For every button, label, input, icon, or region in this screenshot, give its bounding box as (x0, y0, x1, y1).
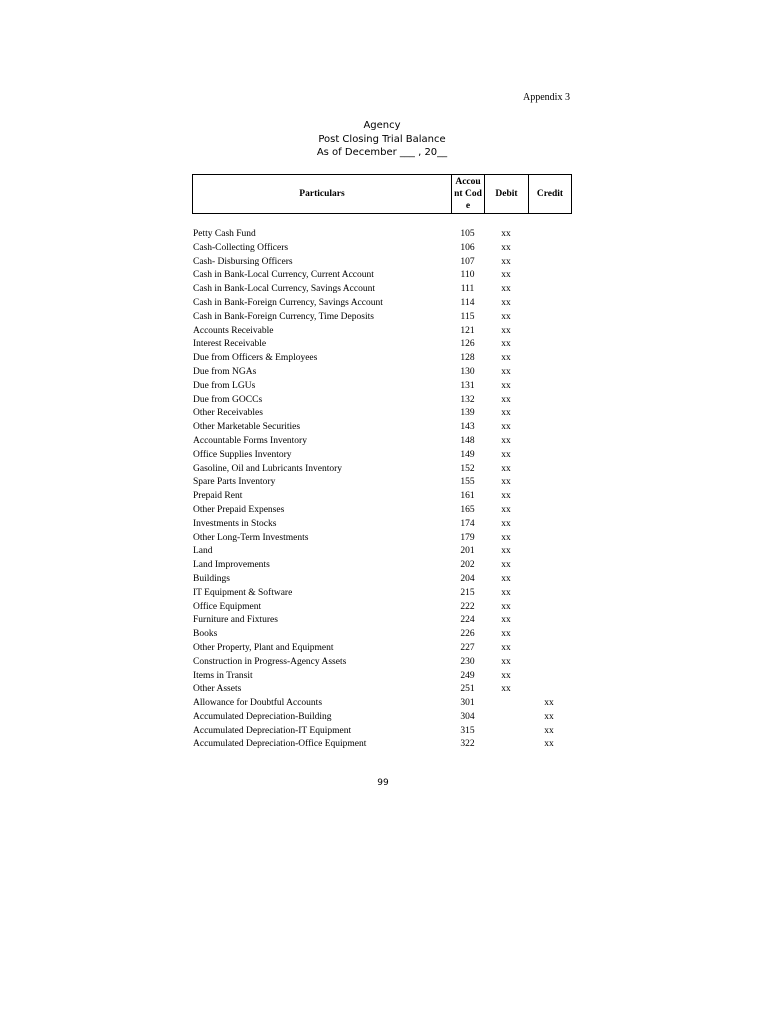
row-debit: xx (501, 380, 511, 391)
table-row (192, 366, 572, 380)
header-credit: Credit (536, 189, 564, 199)
row-account-code: 106 (460, 242, 475, 253)
row-particulars: Construction in Progress-Agency Assets (193, 656, 347, 667)
table-row (192, 587, 572, 601)
row-debit: xx (501, 408, 511, 419)
report-title-block (282, 119, 482, 160)
row-particulars: Other Long-Term Investments (193, 532, 309, 543)
row-debit: xx (501, 297, 511, 308)
row-account-code: 174 (460, 518, 475, 529)
table-row (192, 380, 572, 394)
table-row (192, 283, 572, 297)
row-debit: xx (501, 449, 511, 460)
row-debit: xx (501, 256, 511, 267)
row-particulars: Other Prepaid Expenses (193, 504, 285, 515)
table-row (192, 601, 572, 615)
row-particulars: Items in Transit (193, 670, 253, 681)
row-account-code: 322 (460, 739, 475, 750)
row-credit: xx (544, 711, 554, 722)
row-particulars: Investments in Stocks (193, 518, 277, 529)
row-particulars: Other Assets (193, 684, 242, 695)
page-number: 99 (377, 778, 389, 788)
row-account-code: 128 (460, 353, 475, 364)
row-debit: xx (501, 229, 511, 239)
row-account-code: 227 (460, 642, 475, 653)
row-debit: xx (501, 615, 511, 626)
row-debit: xx (501, 587, 511, 598)
row-particulars: Cash in Bank-Local Currency, Current Account (193, 270, 374, 281)
row-account-code: 215 (460, 587, 475, 598)
row-particulars: Gasoline, Oil and Lubricants Inventory (193, 463, 343, 474)
table-row (192, 352, 572, 366)
row-credit: xx (544, 739, 554, 750)
header-particulars: Particulars (193, 175, 452, 213)
row-account-code: 115 (460, 311, 475, 322)
row-particulars: Other Receivables (193, 408, 263, 419)
table-row (192, 725, 572, 739)
row-account-code: 139 (460, 408, 475, 419)
row-account-code: 121 (460, 325, 475, 336)
row-particulars: Other Marketable Securities (193, 422, 301, 433)
row-debit: xx (501, 491, 511, 502)
table-row (192, 407, 572, 421)
agency-name: Agency (363, 120, 401, 131)
row-account-code: 179 (460, 532, 475, 543)
row-debit: xx (501, 573, 511, 584)
row-particulars: Cash-Collecting Officers (193, 242, 289, 253)
table-body (192, 228, 572, 752)
row-account-code: 226 (460, 629, 475, 640)
row-particulars: Prepaid Rent (193, 491, 243, 502)
table-row (192, 545, 572, 559)
table-row (192, 614, 572, 628)
row-particulars: Allowance for Doubtful Accounts (193, 698, 323, 709)
row-particulars: Accumulated Depreciation-Building (193, 711, 332, 722)
table-row (192, 269, 572, 283)
row-account-code: 301 (460, 698, 475, 709)
row-account-code: 111 (460, 284, 475, 295)
table-row (192, 338, 572, 352)
row-account-code: 230 (460, 656, 475, 667)
table-row (192, 532, 572, 546)
row-debit: xx (501, 670, 511, 681)
row-account-code: 249 (460, 670, 475, 681)
row-debit: xx (501, 284, 511, 295)
row-account-code: 110 (460, 270, 475, 281)
row-particulars: Furniture and Fixtures (193, 615, 278, 626)
row-particulars: Accumulated Depreciation-Office Equipment (193, 739, 367, 750)
row-account-code: 222 (460, 601, 475, 612)
row-particulars: Office Equipment (193, 601, 262, 612)
row-particulars: Due from LGUs (193, 380, 256, 391)
table-row (192, 670, 572, 684)
header-debit: Debit (485, 175, 529, 213)
row-account-code: 126 (460, 339, 475, 350)
row-particulars: Land Improvements (193, 560, 270, 571)
row-debit: xx (501, 504, 511, 515)
table-row (192, 683, 572, 697)
row-account-code: 161 (460, 491, 475, 502)
report-title: Post Closing Trial Balance (318, 133, 446, 145)
row-account-code: 224 (460, 615, 475, 626)
row-particulars: Books (193, 629, 218, 640)
table-row (192, 504, 572, 518)
table-row (192, 228, 572, 242)
row-debit: xx (501, 394, 511, 405)
row-particulars: Interest Receivable (193, 339, 267, 350)
row-particulars: Cash in Bank-Local Currency, Savings Account (193, 284, 375, 295)
row-particulars: Other Property, Plant and Equipment (193, 642, 334, 653)
row-debit: xx (501, 656, 511, 667)
row-particulars: Due from Officers & Employees (193, 353, 318, 364)
row-account-code: 105 (460, 229, 475, 239)
row-account-code: 251 (460, 684, 475, 695)
table-row (192, 642, 572, 656)
row-account-code: 204 (460, 573, 475, 584)
row-debit: xx (501, 325, 511, 336)
row-account-code: 155 (460, 477, 475, 488)
row-account-code: 315 (460, 725, 475, 736)
row-particulars: IT Equipment & Software (193, 587, 293, 598)
row-account-code: 143 (460, 422, 475, 433)
row-debit: xx (501, 532, 511, 543)
row-account-code: 149 (460, 449, 475, 460)
row-debit: xx (501, 477, 511, 488)
table-row (192, 476, 572, 490)
row-account-code: 304 (460, 711, 475, 722)
row-account-code: 152 (460, 463, 475, 474)
row-account-code: 107 (460, 256, 475, 267)
row-particulars: Accountable Forms Inventory (193, 435, 307, 446)
table-row (192, 711, 572, 725)
row-debit: xx (501, 422, 511, 433)
row-account-code: 132 (460, 394, 475, 405)
row-debit: xx (501, 242, 511, 253)
table-row (192, 325, 572, 339)
row-debit: xx (501, 629, 511, 640)
row-credit: xx (544, 725, 554, 736)
row-particulars: Office Supplies Inventory (193, 449, 292, 460)
row-debit: xx (501, 546, 511, 557)
row-account-code: 131 (460, 380, 475, 391)
row-account-code: 148 (460, 435, 475, 446)
table-row (192, 421, 572, 435)
row-particulars: Buildings (193, 573, 230, 584)
table-row (192, 394, 572, 408)
row-debit: xx (501, 601, 511, 612)
table-header (192, 174, 572, 214)
row-particulars: Cash in Bank-Foreign Currency, Savings Account (193, 297, 383, 308)
row-debit: xx (501, 311, 511, 322)
row-debit: xx (501, 270, 511, 281)
row-debit: xx (501, 518, 511, 529)
table-row (192, 573, 572, 587)
header-account-code: Account Code (452, 175, 485, 213)
table-row (192, 463, 572, 477)
table-row (192, 449, 572, 463)
row-debit: xx (501, 463, 511, 474)
table-row (192, 559, 572, 573)
table-row (192, 311, 572, 325)
row-particulars: Due from NGAs (193, 366, 257, 377)
table-row (192, 738, 572, 752)
row-debit: xx (501, 642, 511, 653)
row-credit: xx (544, 698, 554, 709)
appendix-label: Appendix 3 (523, 92, 570, 103)
row-debit: xx (501, 435, 511, 446)
row-account-code: 114 (460, 297, 475, 308)
report-date: As of December ___ , 20__ (316, 147, 448, 158)
table-row (192, 518, 572, 532)
table-row (192, 697, 572, 711)
row-particulars: Spare Parts Inventory (193, 477, 276, 488)
table-row (192, 490, 572, 504)
row-particulars: Cash- Disbursing Officers (193, 256, 293, 267)
row-particulars: Accumulated Depreciation-IT Equipment (193, 725, 352, 736)
row-account-code: 165 (460, 504, 475, 515)
table-row (192, 656, 572, 670)
row-particulars: Land (193, 546, 213, 557)
row-debit: xx (501, 339, 511, 350)
row-debit: xx (501, 560, 511, 571)
row-particulars: Cash in Bank-Foreign Currency, Time Deposits (193, 311, 374, 322)
row-particulars: Accounts Receivable (193, 325, 274, 336)
row-account-code: 130 (460, 366, 475, 377)
table-row (192, 435, 572, 449)
row-account-code: 201 (460, 546, 475, 557)
row-debit: xx (501, 353, 511, 364)
table-row (192, 256, 572, 270)
table-row (192, 297, 572, 311)
table-row (192, 242, 572, 256)
row-debit: xx (501, 684, 511, 695)
row-particulars: Due from GOCCs (193, 394, 263, 405)
row-account-code: 202 (460, 560, 475, 571)
table-row (192, 628, 572, 642)
row-particulars: Petty Cash Fund (193, 229, 256, 239)
row-debit: xx (501, 366, 511, 377)
